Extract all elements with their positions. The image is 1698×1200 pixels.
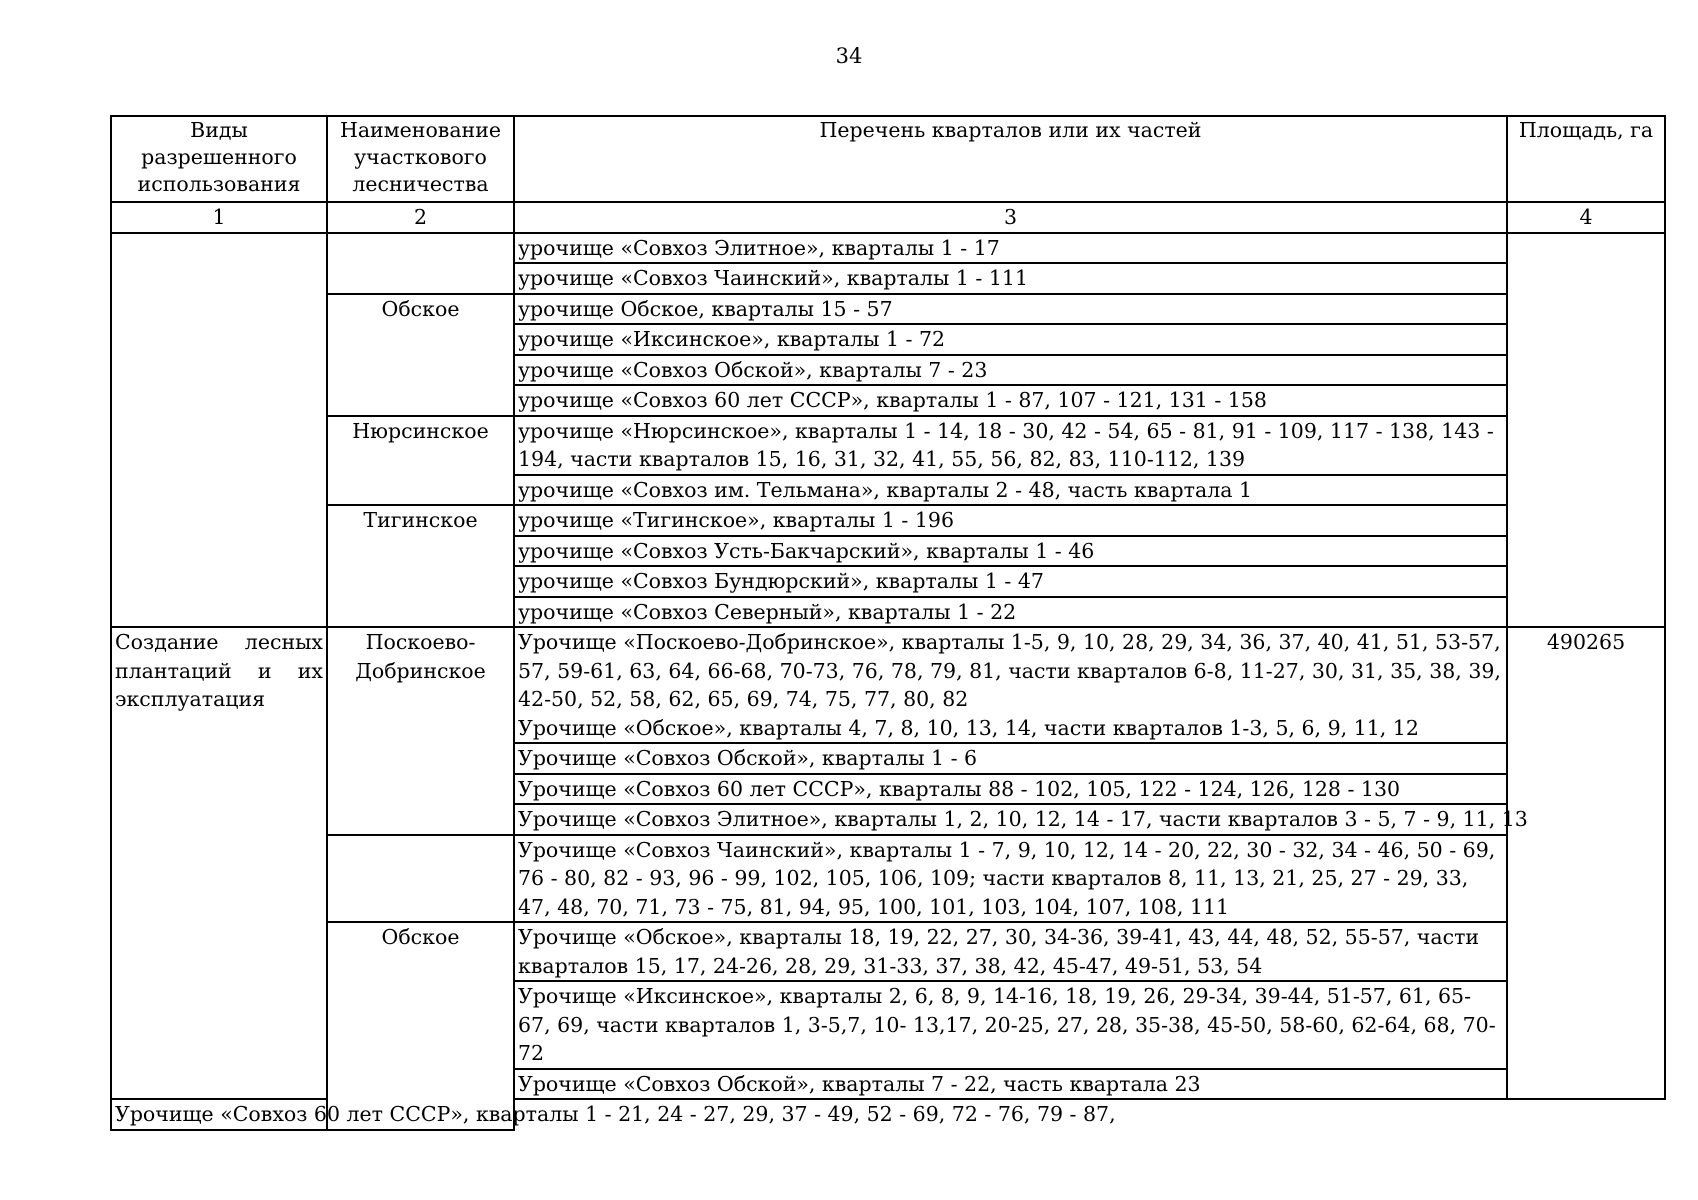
column-number: 2 xyxy=(327,202,514,233)
quarters-cell: урочище «Совхоз Чаинский», кварталы 1 - 111 xyxy=(514,263,1507,294)
page-number: 34 xyxy=(835,44,863,68)
quarters-cell: урочище «Совхоз Бундюрский», кварталы 1 - 47 xyxy=(514,566,1507,597)
quarters-cell: урочище «Нюрсинское», кварталы 1 - 14, 18 - 30, 42 - 54, 65 - 81, 91 - 109, 117 - 138, 143 - 194, части кварталов 15, 16, 31, 32, 41, 55, 56, 82, 83, 110-112, 139 xyxy=(514,416,1507,475)
header-forestry-name: Наименование участкового лесничества xyxy=(327,116,514,202)
quarters-cell: урочище «Тигинское», кварталы 1 - 196 xyxy=(514,505,1507,536)
column-number: 4 xyxy=(1507,202,1665,233)
quarters-cell: Урочище «Совхоз 60 лет СССР», кварталы 1 - 21, 24 - 27, 29, 37 - 49, 52 - 69, 72 - 76, 79 - 87, xyxy=(111,1099,327,1130)
table-row xyxy=(111,233,1665,264)
quarters-cell: Урочище «Поскоево-Добринское», кварталы 1-5, 9, 10, 28, 29, 34, 36, 37, 40, 41, 51, 53-57, 57, 59-61, 63, 64, 66-68, 70-73, 76, 78, 79, 81, части кварталов 6-8, 11-27, 30, 31, 35, 38, 39, 42-50, 52, 58, 62, 65, 69, 74, 75, 77, 80, 82 xyxy=(514,627,1507,714)
quarters-cell: Урочище «Совхоз 60 лет СССР», кварталы 88 - 102, 105, 122 - 124, 126, 128 - 130 xyxy=(514,774,1507,805)
area-cell: 490265 xyxy=(1507,627,1665,1099)
use-type-cell-empty xyxy=(111,233,327,628)
quarters-cell: урочище «Совхоз 60 лет СССР», кварталы 1 - 87, 107 - 121, 131 - 158 xyxy=(514,385,1507,416)
forestry-name-cell: Поскоево-Добринское xyxy=(327,627,514,835)
header-quarters-list: Перечень кварталов или их частей xyxy=(514,116,1507,202)
forest-quarters-table xyxy=(110,115,1666,1131)
quarters-cell: урочище Обское, кварталы 15 - 57 xyxy=(514,294,1507,325)
table-row xyxy=(111,416,1665,475)
forestry-name-cell: Обское xyxy=(327,294,514,416)
quarters-cell: Урочище «Совхоз Чаинский», кварталы 1 - 7, 9, 10, 12, 14 - 20, 22, 30 - 32, 34 - 46, 50 - 69, 76 - 80, 82 - 93, 96 - 99, 102, 105, 106, 109; части кварталов 8, 11, 13, 21, 25, 27 - 29, 33, 47, 48, 70, 71, 73 - 75, 81, 94, 95, 100, 101, 103, 104, 107, 108, 111 xyxy=(514,835,1507,923)
column-number: 1 xyxy=(111,202,327,233)
quarters-cell: урочище «Совхоз Усть-Бакчарский», кварталы 1 - 46 xyxy=(514,536,1507,567)
quarters-cell: Урочище «Совхоз Элитное», кварталы 1, 2, 10, 12, 14 - 17, части кварталов 3 - 5, 7 - 9, 11, 13 xyxy=(514,804,1507,835)
table-header-row xyxy=(111,116,1665,202)
table-row xyxy=(111,294,1665,325)
quarters-cell: Урочище «Иксинское», кварталы 2, 6, 8, 9, 14-16, 18, 19, 26, 29-34, 39-44, 51-57, 61, 65-67, 69, части кварталов 1, 3-5,7, 10- 13,17, 20-25, 27, 28, 35-38, 45-50, 58-60, 62-64, 68, 70-72 xyxy=(514,981,1507,1069)
forestry-name-cell xyxy=(327,233,514,294)
column-number: 3 xyxy=(514,202,1507,233)
table-row xyxy=(111,922,1665,981)
quarters-cell: Урочище «Совхоз Обской», кварталы 1 - 6 xyxy=(514,743,1507,774)
table-row xyxy=(111,627,1665,714)
quarters-cell: Урочище «Совхоз Обской», кварталы 7 - 22, часть квартала 23 xyxy=(514,1069,1507,1100)
forestry-name-cell: Тигинское xyxy=(327,505,514,627)
area-cell-empty xyxy=(1507,233,1665,628)
quarters-cell: Урочище «Обское», кварталы 4, 7, 8, 10, 13, 14, части кварталов 1-3, 5, 6, 9, 11, 12 xyxy=(514,714,1507,744)
quarters-cell: урочище «Совхоз им. Тельмана», кварталы 2 - 48, часть квартала 1 xyxy=(514,475,1507,506)
quarters-cell: урочище «Совхоз Северный», кварталы 1 - 22 xyxy=(514,597,1507,628)
table-row xyxy=(111,505,1665,536)
use-type-cell: Создание лесных плантаций и их эксплуатация xyxy=(111,627,327,1099)
quarters-cell: урочище «Совхоз Обской», кварталы 7 - 23 xyxy=(514,355,1507,386)
header-area: Площадь, га xyxy=(1507,116,1665,202)
column-number-row xyxy=(111,202,1665,233)
forestry-name-cell-continued xyxy=(327,835,514,923)
quarters-cell: урочище «Иксинское», кварталы 1 - 72 xyxy=(514,324,1507,355)
forestry-name-cell: Обское xyxy=(327,922,514,1130)
table-row xyxy=(111,835,1665,923)
quarters-cell: урочище «Совхоз Элитное», кварталы 1 - 17 xyxy=(514,233,1507,264)
quarters-cell: Урочище «Обское», кварталы 18, 19, 22, 27, 30, 34-36, 39-41, 43, 44, 48, 52, 55-57, части кварталов 15, 17, 24-26, 28, 29, 31-33, 37, 38, 42, 45-47, 49-51, 53, 54 xyxy=(514,922,1507,981)
header-use-type: Виды разрешенного использования xyxy=(111,116,327,202)
table-row xyxy=(111,1099,1665,1130)
forestry-name-cell: Нюрсинское xyxy=(327,416,514,506)
